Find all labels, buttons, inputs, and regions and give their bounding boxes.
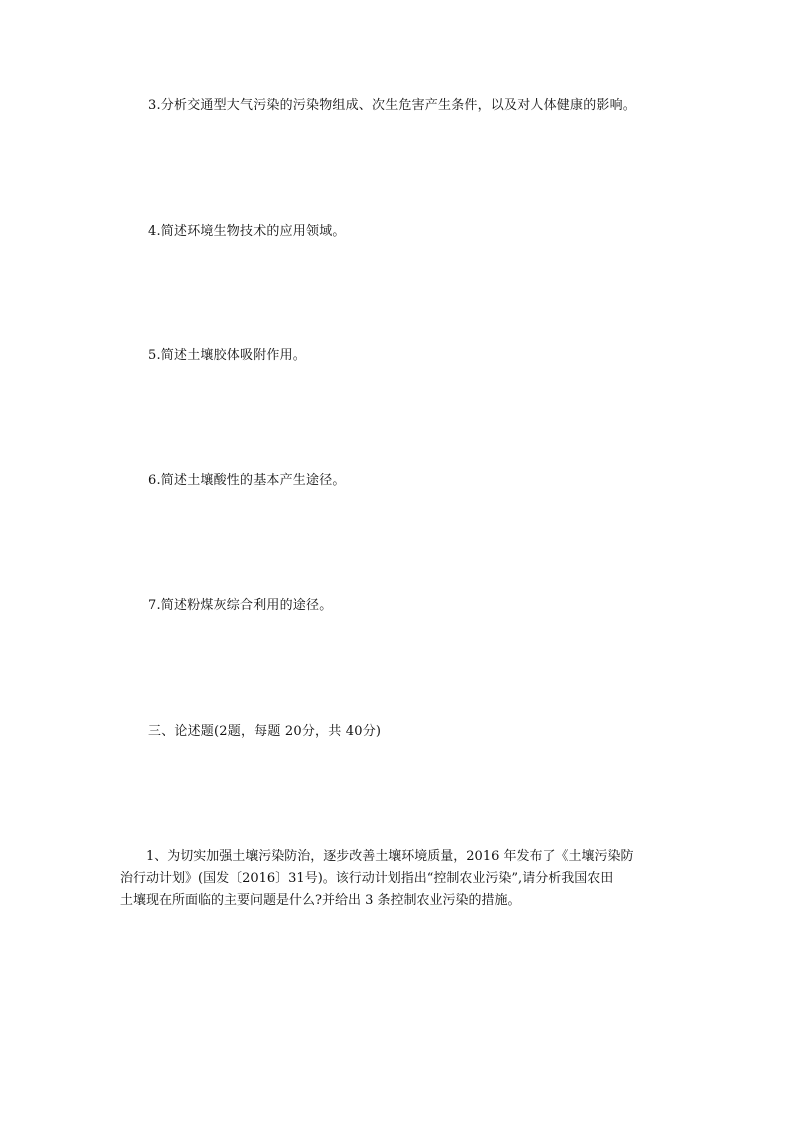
essay-question-1-line-2: 治行动计划》(国发〔2016〕31号)。该行动计划指出“控制农业污染”,请分析我国农田: [120, 871, 614, 886]
essay-question-1-line-1: 1、为切实加强土壤污染防治，逐步改善土壤环境质量，2016 年发布了《土壤污染防: [146, 849, 634, 864]
essay-question-1: [120, 846, 680, 912]
question-6: 6.简述土壤酸性的基本产生途径。: [148, 473, 346, 488]
question-4: 4.简述环境生物技术的应用领域。: [148, 224, 346, 239]
question-7: 7.简述粉煤灰综合利用的途径。: [148, 598, 333, 613]
section-3-heading: 三、论述题(2题，每题 20分，共 40分): [148, 724, 382, 739]
question-5: 5.简述土壤胶体吸附作用。: [148, 348, 307, 363]
question-3: 3.分析交通型大气污染的污染物组成、次生危害产生条件，以及对人体健康的影响。: [148, 98, 637, 113]
essay-question-1-line-3: 土壤现在所面临的主要问题是什么?并给出 3 条控制农业污染的措施。: [120, 893, 521, 908]
